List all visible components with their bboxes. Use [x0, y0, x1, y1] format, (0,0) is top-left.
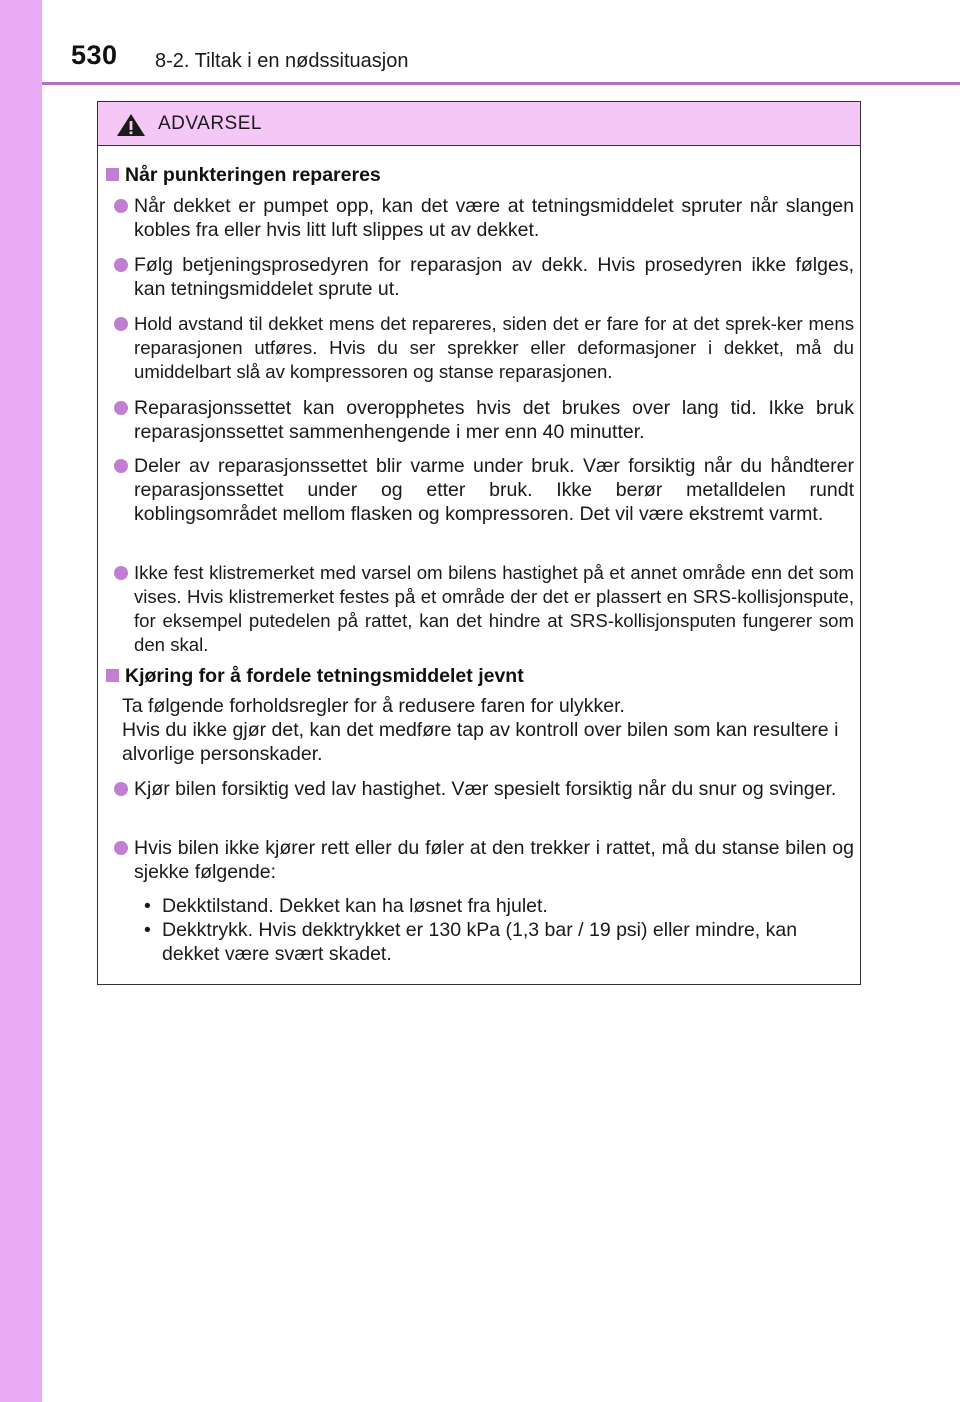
circle-bullet-icon — [114, 317, 128, 331]
list-item: Ikke fest klistremerket med varsel om bilens hastighet på et annet område enn det som vises. Hvis klistremerket festes på et område der det er plassert en SRS-kollisjonspute, for eksempel putedelen på rattet, kan det hindre at SRS-kollisjonsputen fungerer som den skal. — [114, 561, 854, 657]
sub-bullet: • Dekktrykk. Hvis dekktrykket er 130 kPa (1,3 bar / 19 psi) eller mindre, kan dekket være svært skadet. — [144, 919, 798, 965]
intro-text: Ta følgende forholdsregler for å redusere faren for ulykker. — [122, 695, 625, 717]
circle-bullet-icon — [114, 258, 128, 272]
list-item: Kjør bilen forsiktig ved lav hastighet. Vær spesielt forsiktig når du snur og svinger. — [114, 777, 854, 801]
intro-text: Hvis du ikke gjør det, kan det medføre tap av kontroll over bilen som kan resultere i alvorlige personskader. — [122, 719, 839, 765]
list-item: Når dekket er pumpet opp, kan det være at tetningsmiddelet spruter når slangen kobles fra eller hvis litt luft slippes ut av dekket. — [114, 194, 854, 242]
header-divider — [42, 82, 960, 85]
page-header — [0, 0, 960, 84]
warning-header — [98, 102, 860, 146]
section-heading-repair: Når punkteringen repareres — [106, 164, 381, 187]
warning-box — [97, 101, 861, 985]
list-item: Deler av reparasjonssettet blir varme under bruk. Vær forsiktig når du håndterer reparasjonssettet under og etter bruk. Ikke berør metalldelen rundt koblingsområdet mellom flasken og kompressoren. Det vil være ekstremt varmt. — [114, 454, 854, 526]
circle-bullet-icon — [114, 401, 128, 415]
list-item: Hvis bilen ikke kjører rett eller du føler at den trekker i rattet, må du stanse bilen og sjekke følgende: — [114, 836, 854, 884]
circle-bullet-icon — [114, 566, 128, 580]
square-bullet-icon — [106, 669, 119, 682]
circle-bullet-icon — [114, 841, 128, 855]
section-heading-driving: Kjøring for å fordele tetningsmiddelet jevnt — [106, 665, 524, 688]
list-item: Reparasjonssettet kan overopphetes hvis det brukes over lang tid. Ikke bruk reparasjonssettet sammenhengende i mer enn 40 minutter. — [114, 396, 854, 444]
list-item: Hold avstand til dekket mens det repareres, siden det er fare for at det sprek-ker mens reparasjonen utføres. Hvis du ser sprekker eller deformasjoner i dekket, må du umiddelbart slå av kompressoren og stanse reparasjonen. — [114, 312, 854, 384]
square-bullet-icon — [106, 168, 119, 181]
list-item: Følg betjeningsprosedyren for reparasjon av dekk. Hvis prosedyren ikke følges, kan tetningsmiddelet sprute ut. — [114, 253, 854, 301]
circle-bullet-icon — [114, 459, 128, 473]
warning-title: ADVARSEL — [158, 113, 262, 134]
warning-triangle-icon — [116, 113, 146, 137]
circle-bullet-icon — [114, 782, 128, 796]
sub-bullet: • Dekktilstand. Dekket kan ha løsnet fra hjulet. — [144, 895, 548, 917]
page-number: 530 — [71, 40, 118, 70]
section-title: 8-2. Tiltak i en nødssituasjon — [155, 50, 409, 72]
left-margin-strip — [0, 0, 42, 1402]
circle-bullet-icon — [114, 199, 128, 213]
